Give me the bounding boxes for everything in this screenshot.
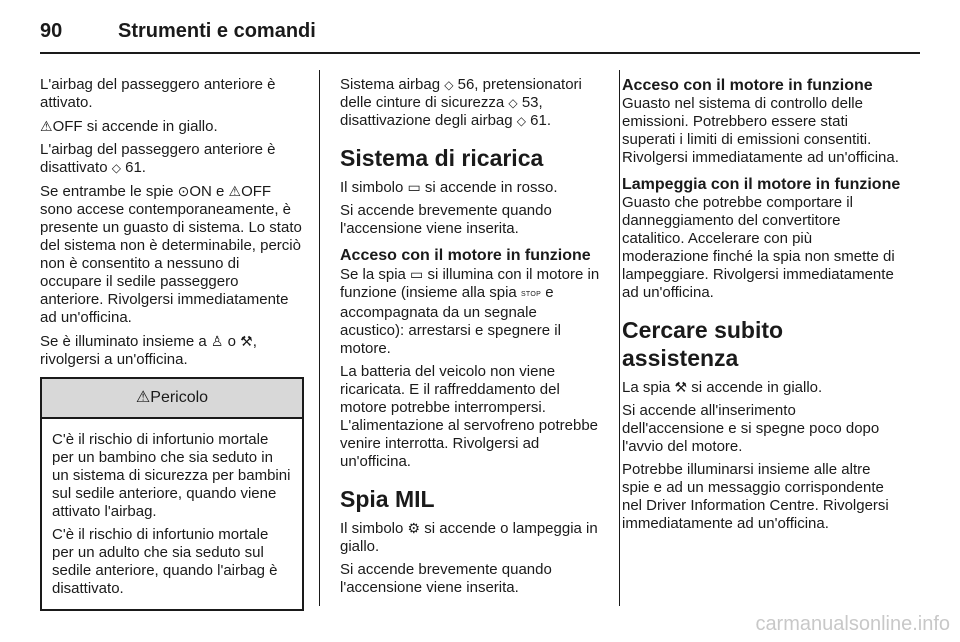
paragraph: La spia ⚒ si accende in giallo. [622,379,823,396]
arrow-ref-icon: ◇ [111,161,121,175]
airbag-off-icon: ⚠ [228,183,242,199]
paragraph: L'airbag del passeggero anteriore è attivato. [40,76,276,111]
airbag-off-icon: ⚠ [40,118,53,134]
paragraph: L'airbag del passeggero anteriore è disattivato ◇ 61. [40,141,276,176]
arrow-ref-icon: ◇ [516,114,527,128]
paragraph: Se la spia ▭ si illumina con il motore in funzione (insieme alla spia STOP e accompagnata da un segnale acustico): arrestarsi e spegnere il motore. [340,266,600,357]
warning-triangle-icon: ⚠ [135,389,151,406]
stop-indicator: STOP [520,291,542,298]
column-divider-2 [619,70,620,606]
battery-icon: ▭ [410,266,424,282]
page-number: 90 [40,20,63,42]
paragraph: Guasto nel sistema di controllo delle emissioni. Potrebbero essere stati superati i limiti di emissioni consentiti. Rivolgersi immediatamente ad un'officina. [622,95,899,166]
arrow-ref-icon: ◇ [444,78,454,92]
airbag-on-icon: ⊙ [177,183,190,199]
danger-box-body [42,419,302,609]
paragraph: Si accende brevemente quando l'accensione viene inserita. [340,202,552,237]
paragraph: La batteria del veicolo non viene ricaricata. E il raffreddamento del motore potrebbe interrompersi. L'alimentazione al servofreno potrebbe venire interrotta. Rivolgersi ad un'officina. [340,363,599,470]
column-divider-1 [319,70,320,606]
paragraph: Potrebbe illuminarsi insieme alle altre spie e ad un messaggio corrispondente nel Driver Information Centre. Rivolgersi immediatamente ad un'officina. [622,461,889,532]
battery-icon: ▭ [407,179,421,195]
section-heading: Spia MIL [340,486,435,512]
arrow-ref-icon: ◇ [508,96,518,110]
subsection-heading: Lampeggia con il motore in funzione [622,176,901,193]
wrench-icon: ⚒ [240,333,253,349]
engine-icon: ⚙ [407,520,421,536]
paragraph: Il simbolo ▭ si accende in rosso. [340,179,558,196]
danger-box [40,377,304,611]
paragraph: Si accende all'inserimento dell'accensione e si spegne poco dopo l'avvio del motore. [622,402,880,455]
paragraph: ⚠OFF si accende in giallo. [40,118,218,135]
watermark: carmanualsonline.info [755,613,950,635]
column-3 [622,76,902,538]
seatbelt-icon: ♙ [210,333,224,349]
section-heading: Cercare subito assistenza [622,317,784,371]
paragraph: Si accende brevemente quando l'accensione viene inserita. [340,561,552,596]
subsection-heading: Acceso con il motore in funzione [622,77,873,94]
page-title: Strumenti e comandi [118,20,316,42]
column-2 [340,76,602,602]
paragraph: Il simbolo ⚙ si accende o lampeggia in giallo. [340,520,598,555]
danger-box-title: Pericolo [150,389,209,406]
header-divider [40,52,920,54]
paragraph: Se entrambe le spie ⊙ON e ⚠OFF sono accese contemporaneamente, è presente un guasto di sistema. Lo stato del sistema non è determinabile, perciò non è consentito a nessuno di occupare il sedile passeggero anteriore. Rivolgersi immediatamente ad un'officina. [40,183,302,326]
page-header [40,0,920,52]
wrench-icon: ⚒ [674,379,688,395]
column-1 [40,76,304,611]
paragraph: Se è illuminato insieme a ♙ o ⚒, rivolgersi a un'officina. [40,333,257,368]
paragraph: Guasto che potrebbe comportare il danneggiamento del convertitore catalitico. Accelerare con più moderazione finché la spia non smette di lampeggiare. Rivolgersi immediatamente ad un'officina. [622,194,895,301]
paragraph: C'è il rischio di infortunio mortale per un bambino che sia seduto in un sistema di sicurezza per bambini sul sedile anteriore, quando viene attivato l'airbag. [52,431,291,520]
subsection-heading: Acceso con il motore in funzione [340,247,591,264]
section-heading: Sistema di ricarica [340,145,544,171]
paragraph: Sistema airbag ◇ 56, pretensionatori delle cinture di sicurezza ◇ 53, disattivazione degli airbag ◇ 61. [340,76,582,129]
danger-box-header [42,379,302,419]
paragraph: C'è il rischio di infortunio mortale per un adulto che sia seduto sul sedile anteriore, quando l'airbag è disattivato. [52,526,278,597]
